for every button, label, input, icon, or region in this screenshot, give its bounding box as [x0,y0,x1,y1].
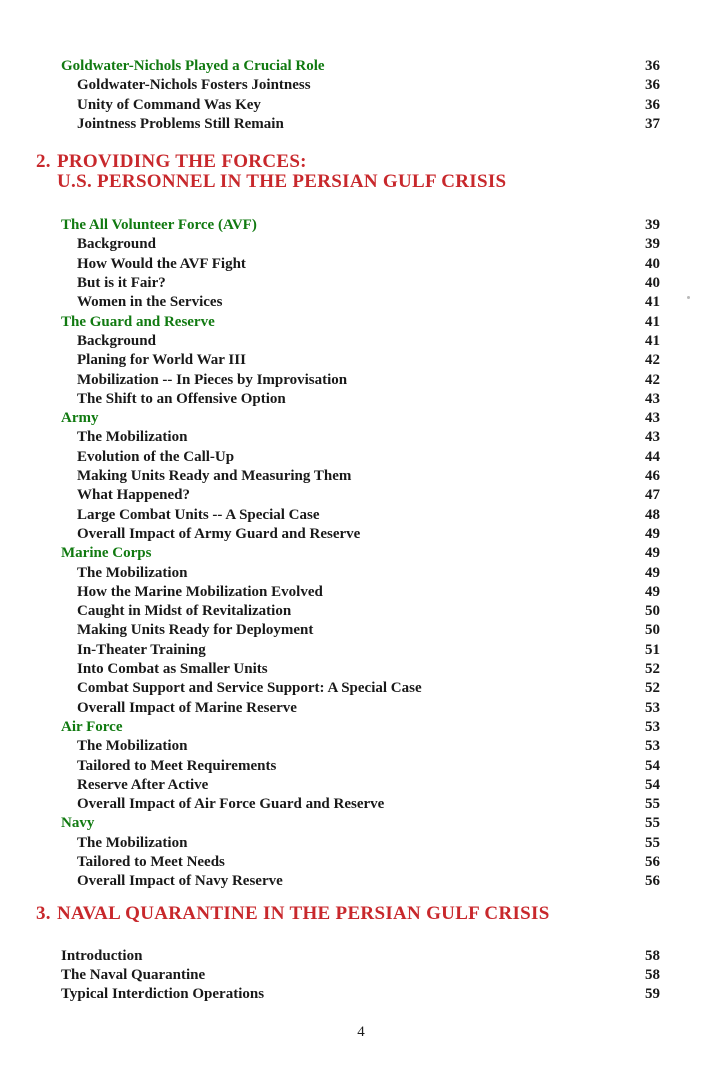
toc-entry [61,57,660,76]
toc-entry-page: 40 [645,255,660,272]
toc-entry-label: Jointness Problems Still Remain [77,115,284,132]
toc-entry [61,679,660,698]
toc-entry-label: Large Combat Units -- A Special Case [77,506,320,523]
toc-entry [61,853,660,872]
chapter-number: 3. [36,902,51,924]
toc-entry-page: 52 [645,680,660,697]
toc-entry [61,872,660,891]
toc-entry-label: Evolution of the Call-Up [77,448,235,465]
toc-entry [61,274,660,293]
chapter-title-line: U.S. PERSONNEL IN THE PERSIAN GULF CRISIS [57,171,507,193]
toc-entry-label: Tailored to Meet Requirements [77,757,277,774]
toc-entry-page: 53 [645,738,660,755]
toc-entry-label: The Mobilization [77,738,188,755]
toc-entry-page: 39 [645,236,660,253]
toc-entry [61,351,660,370]
toc-entry [61,255,660,274]
toc-entry [61,757,660,776]
toc-entry-page: 40 [645,275,660,292]
toc-entry-page: 41 [645,294,660,311]
toc-entry-label: Mobilization -- In Pieces by Improvisation [77,371,348,388]
toc-entry-page: 41 [645,332,660,349]
toc-entry [61,718,660,737]
toc-entry-page: 49 [645,545,660,562]
chapter-title [57,904,550,924]
toc-entry [61,947,660,966]
toc-entry-page: 51 [645,641,660,658]
toc-entry [61,467,660,486]
toc-entry-page: 53 [645,718,660,735]
toc-entry-label: Planing for World War III [77,352,246,369]
toc-entry-label: What Happened? [77,487,190,504]
toc-entry-label: How the Marine Mobilization Evolved [77,583,323,600]
toc-entry-label: Unity of Command Was Key [77,96,261,113]
toc-entry [61,76,660,95]
toc-entry-page: 53 [645,699,660,716]
toc-entry-page: 42 [645,352,660,369]
toc-entry-page: 59 [645,986,660,1003]
toc-entry [61,985,660,1004]
toc-entry-label: Army [61,410,99,427]
toc-entry [61,660,660,679]
toc-entry [61,216,660,235]
toc-entry [61,486,660,505]
toc-entry-label: Tailored to Meet Needs [77,853,225,870]
scan-artifact-dot [687,296,690,299]
toc-entry-page: 36 [645,96,660,113]
toc-entry-label: Marine Corps [61,545,152,562]
page-number: 4 [357,1024,365,1041]
toc-entry [61,409,660,428]
toc-entry-label: Overall Impact of Air Force Guard and Reserve [77,796,385,813]
chapter-number: 2. [36,151,51,173]
chapter-3-entries [61,947,660,1005]
toc-entry-page: 37 [645,115,660,132]
toc-entry [61,332,660,351]
toc-entry-label: Goldwater-Nichols Played a Crucial Role [61,58,325,74]
chapter-2-heading [36,152,722,192]
toc-entry [61,602,660,621]
toc-entry-label: Air Force [61,718,123,735]
toc-entry-label: Combat Support and Service Support: A Special Case [77,680,422,697]
toc-entry-label: Overall Impact of Navy Reserve [77,873,283,890]
toc-entry-page: 50 [645,603,660,620]
toc-entry-page: 36 [645,77,660,94]
toc-entry [61,96,660,115]
chapter-3-heading [36,904,722,924]
chapter-title-line: NAVAL QUARANTINE IN THE PERSIAN GULF CRISIS [57,902,550,924]
toc-entry-page: 55 [645,815,660,832]
toc-entry-label: But is it Fair? [77,275,166,292]
toc-entry-label: Making Units Ready for Deployment [77,622,314,639]
toc-entry [61,544,660,563]
toc-entry-label: The Mobilization [77,429,188,446]
toc-entry [61,583,660,602]
toc-entry-label: The Mobilization [77,564,188,581]
toc-entry [61,737,660,756]
toc-entry-page: 56 [645,873,660,890]
toc-entry-page: 54 [645,776,660,793]
toc-entry-label: Overall Impact of Army Guard and Reserve [77,525,361,542]
toc-entry [61,293,660,312]
toc-entry-page: 36 [645,58,660,74]
toc-entry-label: Women in the Services [77,294,223,311]
toc-entry-page: 56 [645,853,660,870]
toc-entry [61,966,660,985]
toc-entry-label: In-Theater Training [77,641,206,658]
toc-entry-label: Background [77,236,156,253]
toc-entry-label: Navy [61,815,95,832]
toc-entry-page: 43 [645,429,660,446]
toc-entry-page: 54 [645,757,660,774]
toc-entry-label: Reserve After Active [77,776,209,793]
toc-entry-page: 55 [645,796,660,813]
toc-entry [61,814,660,833]
toc-entry-page: 49 [645,564,660,581]
toc-entry-page: 48 [645,506,660,523]
toc-entry [61,448,660,467]
toc-entry-label: How Would the AVF Fight [77,255,246,272]
toc-entry-label: Overall Impact of Marine Reserve [77,699,297,716]
toc-entry-page: 50 [645,622,660,639]
toc-entry-page: 42 [645,371,660,388]
toc-entry [61,525,660,544]
toc-entry-page: 44 [645,448,660,465]
toc-entry-label: Goldwater-Nichols Fosters Jointness [77,77,311,94]
toc-entry-page: 43 [645,390,660,407]
toc-entry [61,834,660,853]
toc-entry-label: The All Volunteer Force (AVF) [61,217,257,234]
toc-entry [61,390,660,409]
toc-entry-page: 49 [645,583,660,600]
toc-entry-page: 47 [645,487,660,504]
toc-entry [61,371,660,390]
toc-entry-label: Background [77,332,156,349]
toc-entry-label: Typical Interdiction Operations [61,986,265,1003]
toc-entry [61,313,660,332]
toc-entry-page: 55 [645,834,660,851]
toc-entry [61,506,660,525]
toc-entry-label: The Mobilization [77,834,188,851]
toc-entry-page: 39 [645,217,660,234]
toc-entry-page: 58 [645,966,660,983]
chapter-title [57,152,506,192]
chapter-title-line: PROVIDING THE FORCES: [57,151,307,173]
toc-entry-page: 41 [645,313,660,330]
toc-entry [61,564,660,583]
toc-entry-page: 49 [645,525,660,542]
toc-entry [61,115,660,134]
toc-entry-page: 43 [645,410,660,427]
toc-entry [61,621,660,640]
toc-entry-label: Introduction [61,947,143,964]
toc-entry [61,641,660,660]
toc-entry [61,776,660,795]
chapter-2-entries [61,216,660,891]
toc-entry-label: Making Units Ready and Measuring Them [77,468,352,485]
toc-entry [61,699,660,718]
toc-entry-page: 46 [645,468,660,485]
toc-entry-page: 58 [645,947,660,964]
toc-entry-label: The Naval Quarantine [61,966,206,983]
toc-entry [61,235,660,254]
toc-entry-label: The Guard and Reserve [61,313,215,330]
toc-entry [61,428,660,447]
toc-entry [61,795,660,814]
chapter-1-tail-entries [61,57,660,134]
toc-entry-page: 52 [645,661,660,678]
toc-entry-label: Into Combat as Smaller Units [77,661,268,678]
toc-entry-label: The Shift to an Offensive Option [77,390,286,407]
toc-entry-label: Caught in Midst of Revitalization [77,603,292,620]
